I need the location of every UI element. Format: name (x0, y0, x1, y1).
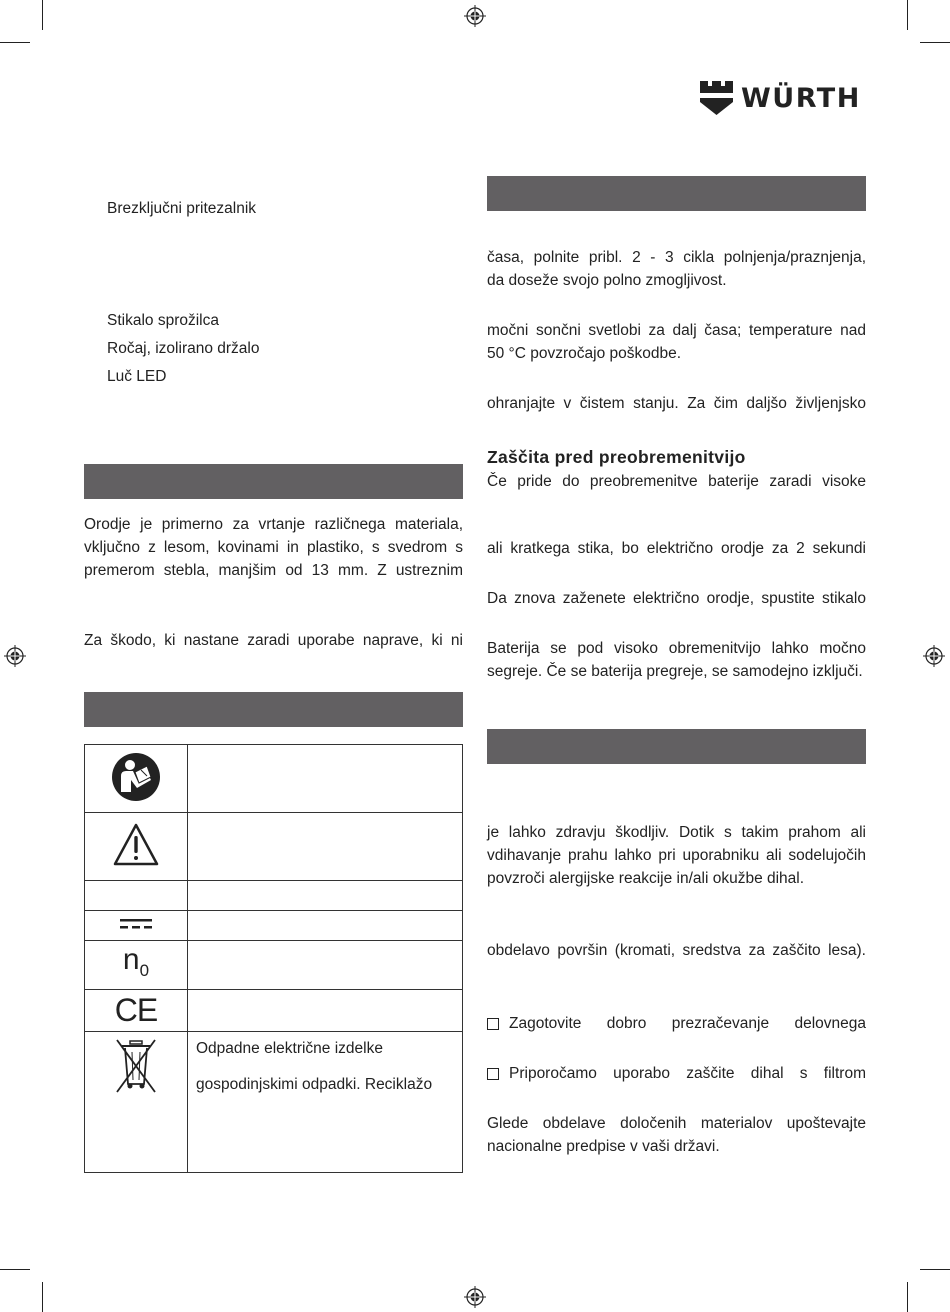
section-bar-battery (487, 176, 866, 211)
overload-line-4: Baterija se pod visoko obremenitvijo lahko močno (487, 640, 866, 657)
symbol-cell-blank (85, 881, 188, 911)
symbol-cell-manual (85, 745, 188, 813)
dust-line-3: povzroči alergijske reakcije in/ali okužbe dihal. (487, 870, 805, 887)
intended-use-line-4: Za škodo, ki nastane zaradi uporabe naprave, ki ni (84, 632, 463, 649)
crop-mark-top-left-v (42, 0, 43, 30)
intended-use-line-1: Orodje je primerno za vrtanje različnega materiala, (84, 516, 463, 533)
ce-mark-icon: CE (114, 992, 158, 1028)
battery-line-2: da doseže svojo polno zmogljivost. (487, 272, 727, 289)
section-bar-intended-use (84, 464, 463, 499)
dust-line-5: Glede obdelave določenih materialov upoštevajte (487, 1115, 866, 1132)
crop-mark-bottom-right-v (907, 1282, 908, 1312)
registration-mark-right-icon (923, 645, 945, 667)
registration-mark-left-icon (4, 645, 26, 667)
weee-line-2: gospodinjskimi odpadki. Reciklažo (196, 1076, 433, 1093)
weee-line-1: Odpadne električne izdelke (196, 1040, 383, 1057)
dust-line-4: obdelavo površin (kromati, sredstva za zaščito lesa). (487, 942, 866, 959)
list-item-handle: Ročaj, izolirano držalo (107, 340, 260, 357)
symbol-cell-dc (85, 911, 188, 941)
symbol-cell-weee (85, 1032, 188, 1173)
battery-line-4: 50 °C povzročajo poškodbe. (487, 345, 682, 362)
no-load-n: n (122, 942, 140, 976)
checkbox-icon (487, 1068, 499, 1080)
overload-line-5: segreje. Če se baterija pregreje, se samodejno izključi. (487, 663, 863, 680)
crop-mark-bottom-left-v (42, 1282, 43, 1312)
wurth-logo (700, 80, 861, 116)
battery-line-1: časa, polnite pribl. 2 - 3 cikla polnjenja/praznjenja, (487, 249, 866, 266)
registration-mark-top-icon (464, 5, 486, 27)
dust-bullet-1 (487, 1012, 866, 1035)
symbol-desc-ce (188, 990, 463, 1032)
symbol-desc-manual (188, 745, 463, 813)
dust-line-1: je lahko zdravju škodljiv. Dotik s takim prahom ali (487, 824, 866, 841)
list-item-switch: Stikalo sprožilca (107, 312, 219, 329)
symbol-desc-no-load (188, 941, 463, 990)
overload-line-1: Če pride do preobremenitve baterije zaradi visoke (487, 473, 866, 490)
wurth-castle-icon (700, 81, 733, 115)
warning-triangle-icon (112, 822, 160, 868)
symbol-desc-blank (188, 881, 463, 911)
crop-mark-bottom-left-h (0, 1269, 30, 1270)
checkbox-icon (487, 1018, 499, 1030)
symbol-desc-warning (188, 813, 463, 881)
intended-use-line-2: vključno z lesom, kovinami in plastiko, s svedrom s (84, 539, 463, 556)
symbol-cell-ce (85, 990, 188, 1032)
direct-current-icon (120, 918, 152, 930)
battery-line-5: ohranjajte v čistem stanju. Za čim daljšo življenjsko (487, 395, 866, 412)
overload-line-2: ali kratkega stika, bo električno orodje za 2 sekundi (487, 540, 866, 557)
section-bar-dust (487, 729, 866, 764)
logo-text: WÜRTH (741, 82, 861, 114)
registration-mark-bottom-icon (464, 1286, 486, 1308)
dust-line-6: nacionalne predpise v vaši državi. (487, 1138, 720, 1155)
section-bar-symbols (84, 692, 463, 727)
list-item-led: Luč LED (107, 368, 167, 385)
crop-mark-top-left-h (0, 42, 30, 43)
overload-line-3: Da znova zaženete električno orodje, spustite stikalo (487, 590, 866, 607)
dust-bullet-1-text: Zagotovite dobro prezračevanje delovnega (509, 1015, 866, 1032)
dust-bullet-2 (487, 1062, 866, 1085)
intended-use-line-3: premerom stebla, manjšim od 13 mm. Z ustreznim (84, 562, 463, 579)
overload-heading: Zaščita pred preobremenitvijo (487, 447, 746, 467)
no-load-subscript: 0 (139, 960, 150, 980)
symbol-desc-dc (188, 911, 463, 941)
symbol-cell-warning (85, 813, 188, 881)
crop-mark-bottom-right-h (920, 1269, 950, 1270)
crop-mark-top-right-v (907, 0, 908, 30)
crossed-bin-icon (113, 1038, 159, 1094)
symbols-table (84, 744, 463, 1173)
list-item-chuck: Brezključni pritezalnik (107, 200, 257, 217)
battery-line-3: močni sončni svetlobi za dalj časa; temperature nad (487, 322, 866, 339)
symbol-cell-no-load (85, 941, 188, 990)
crop-mark-top-right-h (920, 42, 950, 43)
symbol-desc-weee (188, 1032, 463, 1173)
dust-line-2: vdihavanje prahu lahko pri uporabniku ali sodelujočih (487, 847, 866, 864)
dust-bullet-2-text: Priporočamo uporabo zaščite dihal s filtrom (509, 1065, 866, 1082)
read-manual-icon (111, 752, 161, 802)
no-load-speed-symbol (122, 942, 150, 980)
